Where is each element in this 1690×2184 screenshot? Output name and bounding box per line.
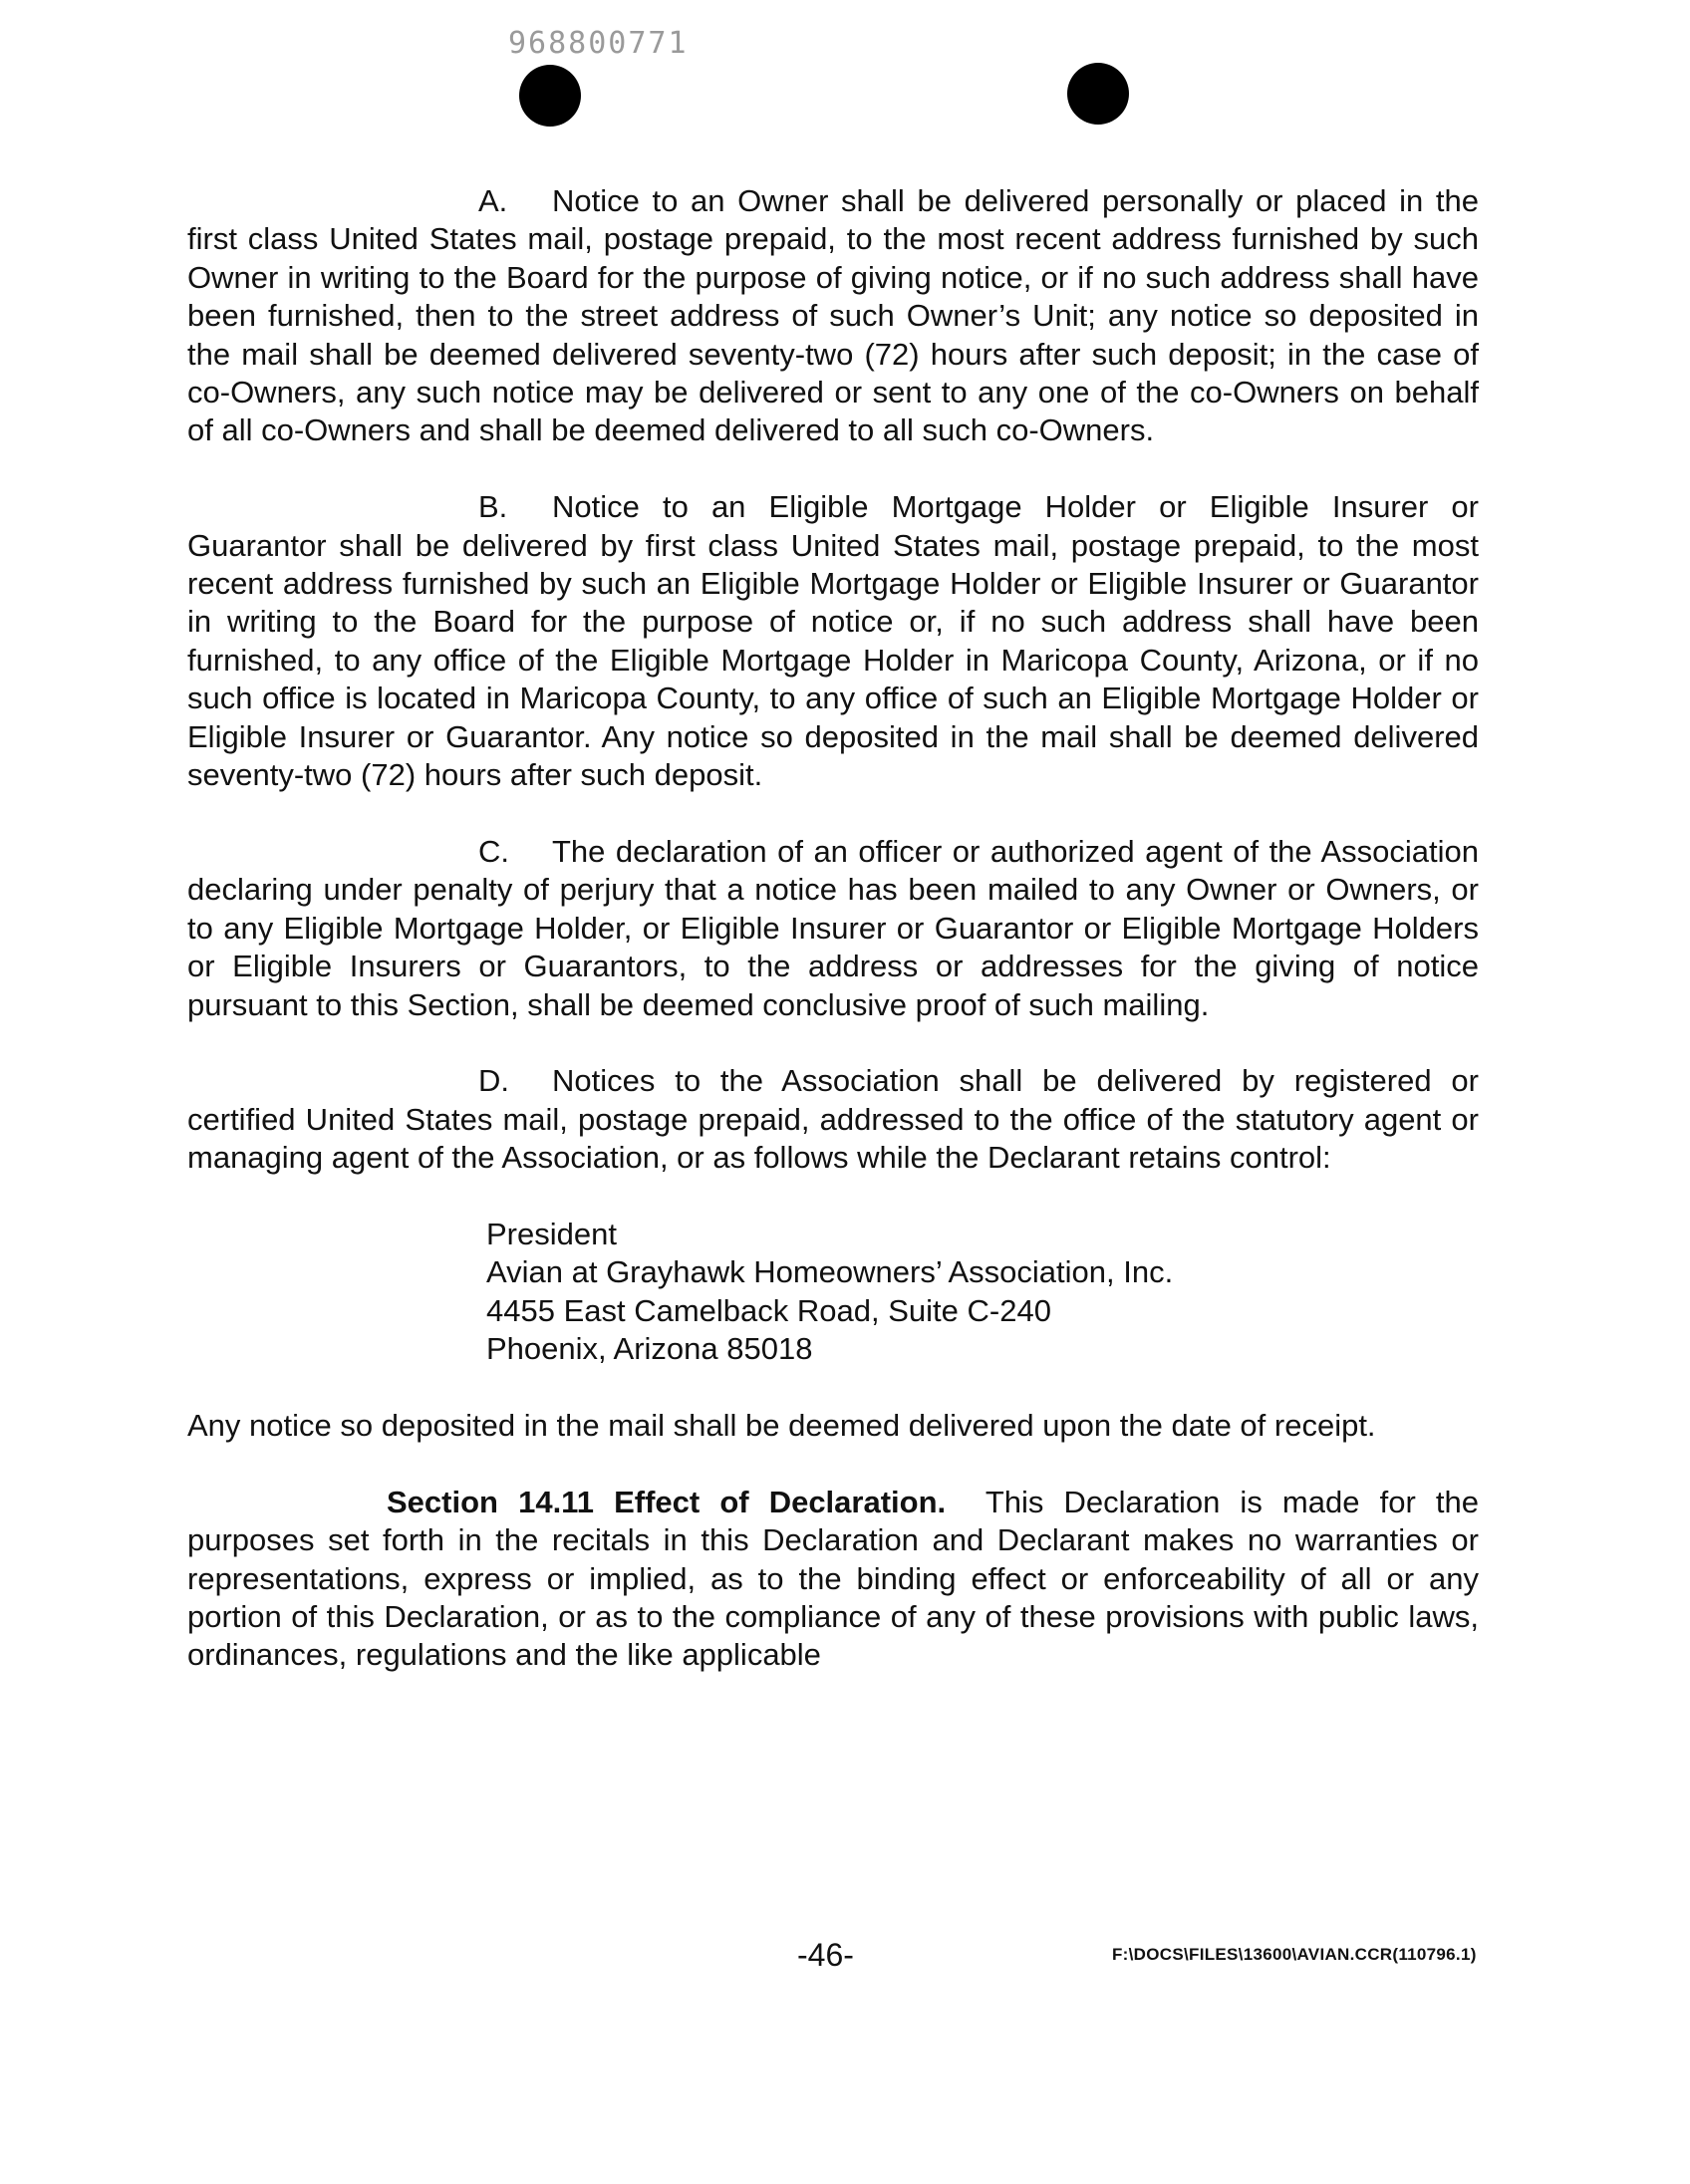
paragraph-marker: B. <box>478 489 508 525</box>
punch-hole-right <box>1067 63 1129 125</box>
address-line-title: President <box>486 1216 617 1251</box>
address-line-street: 4455 East Camelback Road, Suite C-240 <box>486 1292 1051 1328</box>
paragraph-b <box>187 488 1479 794</box>
paragraph-text: Notice to an Owner shall be delivered personally or placed in the first class United States mail, postage prepaid, to the most recent address furnished by such Owner in writing to the Board for the purpose of giving notice, or if no such address shall have been furnished, then to the street address of such Owner’s Unit; any notice so deposited in the mail shall be deemed delivered seventy-two (72) hours after such deposit; in the case of co-Owners, any such notice may be delivered or sent to any one of the co-Owners on behalf of all co-Owners and shall be deemed delivered to all such co-Owners. <box>187 183 1479 448</box>
section-heading: Section 14.11 Effect of Declaration. <box>387 1484 947 1519</box>
association-address <box>187 1216 1479 1369</box>
paragraph-a <box>187 182 1479 450</box>
page-number: -46- <box>797 1937 854 1973</box>
section-14-11 <box>187 1484 1479 1675</box>
delivery-paragraph: Any notice so deposited in the mail shall be deemed delivered upon the date of receipt. <box>187 1407 1376 1443</box>
file-path: F:\DOCS\FILES\13600\AVIAN.CCR(110796.1) <box>1112 1945 1477 1964</box>
address-line-city: Phoenix, Arizona 85018 <box>486 1331 813 1367</box>
section-text: This Declaration is made for the purposes set forth in the recitals in this Declaration and Declarant makes no warranties or representations, express or implied, as to the binding effect or enforceability of all or any portion of this Declaration, or as to the compliance of any of these provisions with public laws, ordinances, regulations and the like applicable <box>187 1484 1479 1673</box>
paragraph-text: The declaration of an officer or authorized agent of the Association declaring under penalty of perjury that a notice has been mailed to any Owner or Owners, or to any Eligible Mortgage Holder, or Eligible Insurer or Guarantor or Eligible Mortgage Holders or Eligible Insurers or Guarantors, to the address or addresses for the giving of notice pursuant to this Section, shall be deemed conclusive proof of such mailing. <box>187 833 1479 1022</box>
punch-hole-left <box>519 65 581 127</box>
document-body <box>187 182 1479 1675</box>
paragraph-marker: A. <box>478 183 508 218</box>
paragraph-marker: C. <box>478 833 509 869</box>
paragraph-c <box>187 833 1479 1024</box>
paragraph-marker: D. <box>478 1063 509 1099</box>
paragraph-text: Notices to the Association shall be delivered by registered or certified United States mail, postage prepaid, addressed to the office of the statutory agent or managing agent of the Association, or as follows while the Declarant retains control: <box>187 1063 1479 1176</box>
recording-stamp: 968800771 <box>508 26 689 61</box>
address-line-name: Avian at Grayhawk Homeowners’ Association, Inc. <box>486 1254 1174 1290</box>
paragraph-d <box>187 1062 1479 1177</box>
paragraph-text: Notice to an Eligible Mortgage Holder or Eligible Insurer or Guarantor shall be delivered by first class United States mail, postage prepaid, to the most recent address furnished by such an Eligible Mortgage Holder or Eligible Insurer or Guarantor in writing to the Board for the purpose of notice or, if no such address shall have been furnished, to any office of the Eligible Mortgage Holder in Maricopa County, Arizona, or if no such office is located in Maricopa County, to any office of such an Eligible Mortgage Holder or Eligible Insurer or Guarantor. Any notice so deposited in the mail shall be deemed delivered seventy-two (72) hours after such deposit. <box>187 489 1479 793</box>
